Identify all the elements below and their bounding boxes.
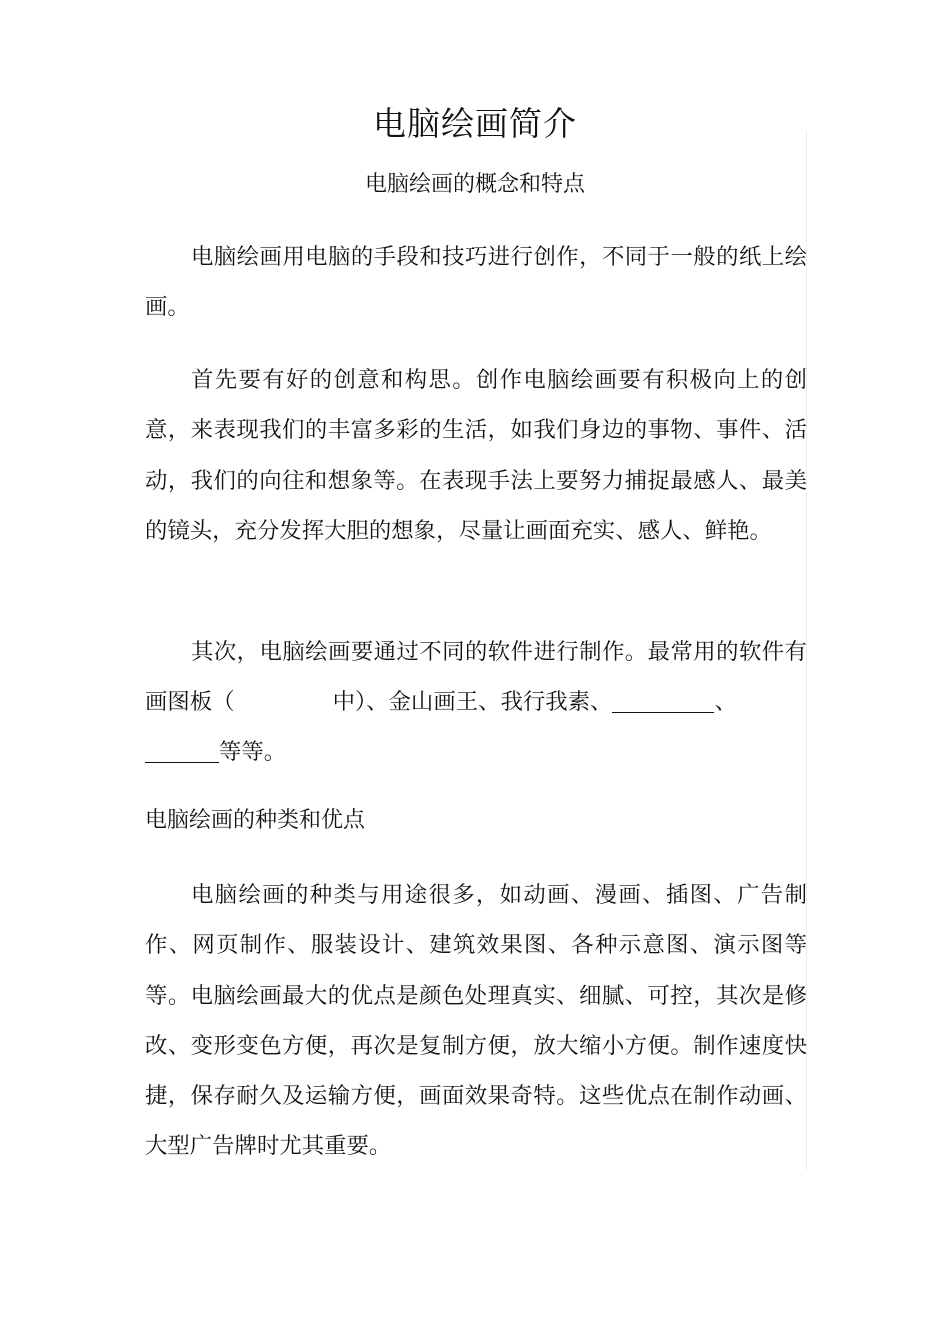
paragraph-software-text-1: 其次，电脑绘画要通过不同的软件进行制作。最常用的软件有画图板（ xyxy=(145,639,807,715)
document-title: 电脑绘画简介 xyxy=(373,104,577,143)
paragraph-intro: 电脑绘画用电脑的手段和技巧进行创作，不同于一般的纸上绘画。 xyxy=(145,244,807,320)
fill-in-blank-2 xyxy=(145,736,219,763)
paragraph-creativity: 首先要有好的创意和构思。创作电脑绘画要有积极向上的创意，来表现我们的丰富多彩的生活，如我们身边的事物、事件、活动，我们的向往和想象等。在表现手法上要努力捕捉最感人、最美的镜头，充分发挥大胆的想象，尽量让画面充实、感人、鲜艳。 xyxy=(145,367,807,544)
paragraph-software xyxy=(145,627,807,777)
fill-in-blank-1 xyxy=(612,686,714,713)
software-last-line xyxy=(145,727,807,777)
section-heading-types: 电脑绘画的种类和优点 xyxy=(145,808,366,833)
paragraph-software-text-3: 、 xyxy=(714,689,737,715)
paragraph-types-advantages: 电脑绘画的种类与用途很多，如动画、漫画、插图、广告制作、网页制作、服装设计、建筑效果图、各种示意图、演示图等等。电脑绘画最大的优点是颜色处理真实、细腻、可控，其次是修改、变形变色方便，再次是复制方便，放大缩小方便。制作速度快捷，保存耐久及运输方便，画面效果奇特。这些优点在制作动画、大型广告牌时尤其重要。 xyxy=(145,882,807,1160)
section-heading-concept: 电脑绘画的概念和特点 xyxy=(364,172,585,197)
paragraph-software-text-4: 等等。 xyxy=(219,739,287,765)
paragraph-software-text-2: 中）、金山画王、我行我素、 xyxy=(332,689,613,715)
